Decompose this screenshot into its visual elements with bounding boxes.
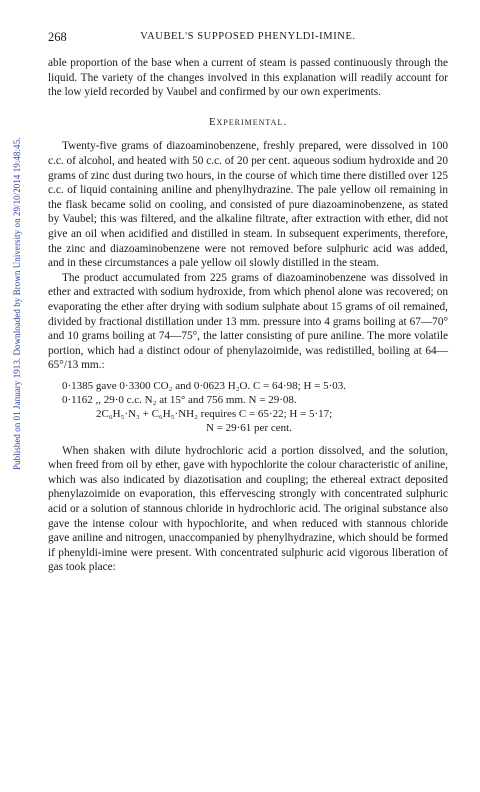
download-watermark: Published on 01 January 1913. Downloaded by Brown University on 29/10/2014 19:48:45. [12,137,22,470]
analysis-line-nitrogen: 0·1162 ,, 29·0 c.c. N₂ at 15° and 756 mm. N = 29·08. [62,394,297,407]
page-number: 268 [48,30,67,44]
article-body [48,56,448,575]
paragraph-procedure: Twenty-five grams of diazoaminobenzene, freshly prepared, were dissolved in 100 c.c. of alcohol, and heated with 50 c.c. of 20 per cent. aqueous sodium hydroxide and 20 grams of zinc dust during two hours, in the course of which time there distilled over 125 c.c. of liquid containing aniline and phenylhydrazine. The pale yellow oil remaining in the flask became solid on cooling, and consisted of pure diazoaminobenzene, as stated by Vaubel; this was filtered, and the alkaline filtrate, after extraction with ether, did not give an oil when acidified and distilled in steam. In subsequent experiments, therefore, the zinc and diazoaminobenzene were not removed before sulphuric acid was added, and in these circumstances a pale yellow oil slowly distilled in the steam. [48,140,448,270]
running-title: VAUBEL'S SUPPOSED PHENYLDI-IMINE. [140,31,356,42]
analysis-block [48,379,448,436]
paragraph-continuation: able proportion of the base when a current of steam is passed continuously through the liquid. The variety of the changes involved in this explanation will readily account for the low yield recorded by Vaubel and confirmed by our own experiments. [48,57,448,99]
section-heading-text: Experimental. [208,115,288,128]
analysis-line-combustion: 0·1385 gave 0·3300 CO₂ and 0·0623 H₂O. C = 64·98; H = 5·03. [62,379,347,392]
paragraph-product: The product accumulated from 225 grams of diazoaminobenzene was dissolved in ether and extracted with sodium hydroxide, from which phenol alone was recovered; on evaporating the ether after drying with sodium sulphate about 15 grams of oil remained, divided by fractional distillation under 13 mm. pressure into 4 grams boiling at 67—70° and 10 grams boiling at 74—75°, the latter consisting of pure aniline. The more volatile portion, which had a distinct odour of phenylazoimide, was redistilled, boiling at 64—65°/13 mm.: [48,271,448,372]
analysis-line-required: 2C₆H₅·N₃ + C₆H₅·NH₂ requires C = 65·22; H = 5·17; [96,408,333,421]
page-header [48,30,448,46]
analysis-line-required-n: N = 29·61 per cent. [206,422,292,435]
paragraph-tests: When shaken with dilute hydrochloric acid a portion dissolved, and the solution, when freed from oil by ether, gave with hypochlorite the colour characteristic of aniline, which was also indicated by diazotisation and coupling; the ethereal extract deposited phenylazoimide on evaporation, this effervescing strongly with concentrated sulphuric acid or a solution of stannous chloride in hydrochloric acid. The original substance also gave the intense colour with hypochlorite, and when reduced with stannous chloride gave aniline and nitrogen, unaccompanied by phenylhydrazine, which should be formed if phenyldi-imine were present. With concentrated sulphuric acid vigorous liberation of gas took place: [48,444,448,574]
section-heading [48,115,448,130]
